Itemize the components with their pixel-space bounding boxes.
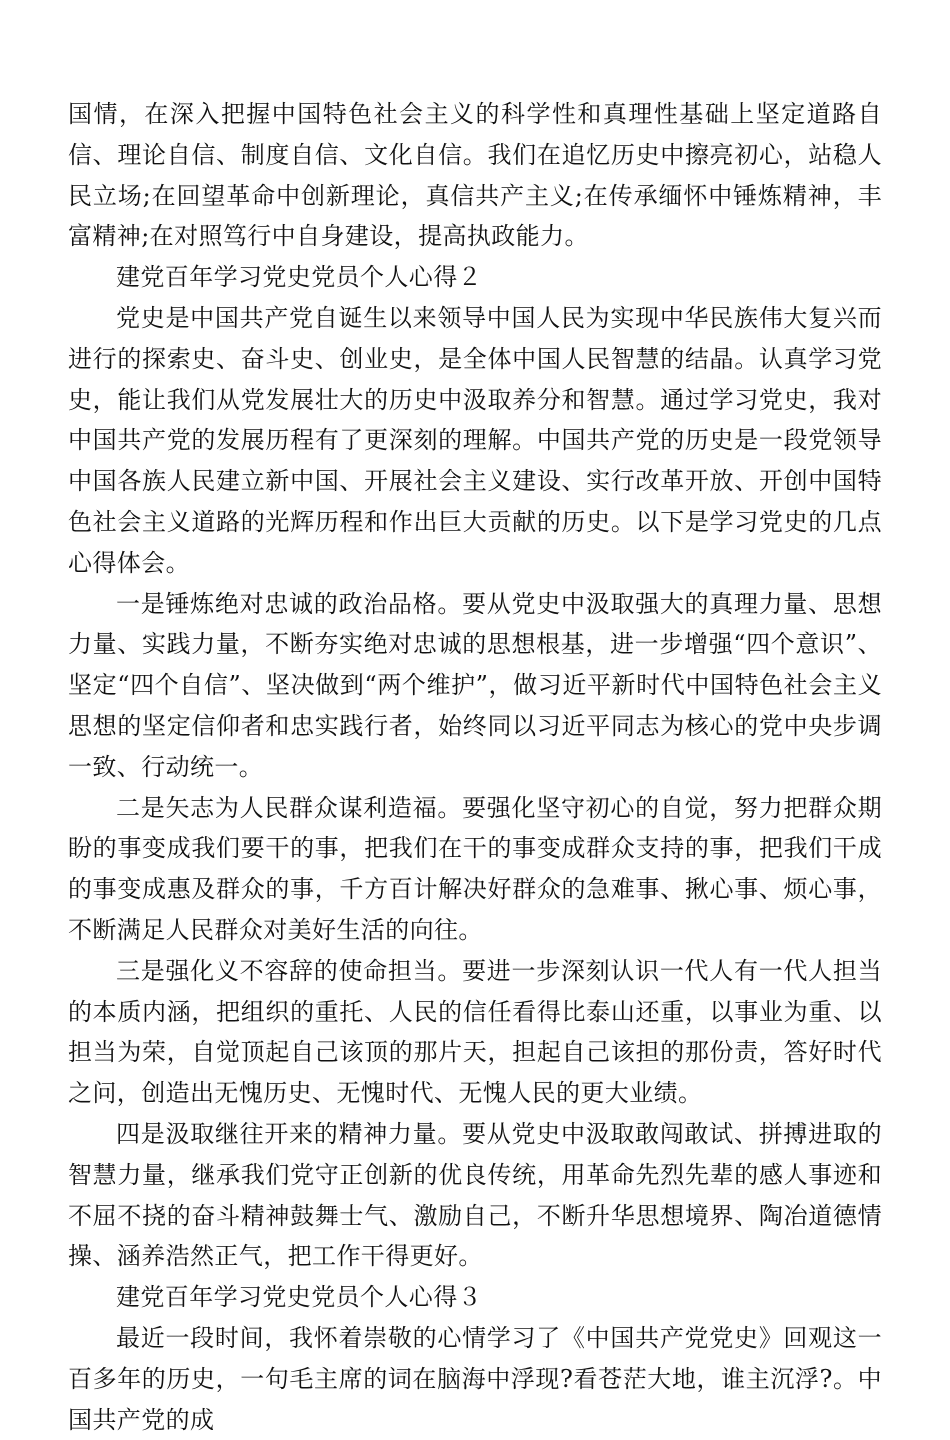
- section-heading-3: 建党百年学习党史党员个人心得３: [116, 1283, 482, 1312]
- paragraph-point-four: 四是汲取继往开来的精神力量。要从党史中汲取敢闯敢试、拼搏进取的智慧力量，继承我们党守正创新的优良传统，用革命先烈先辈的感人事迹和不屈不挠的奋斗精神鼓舞士气、激励自己，不断升华思想境界、陶冶道德情操、涵养浩然正气，把工作干得更好。: [68, 1119, 882, 1271]
- paragraph-point-three: 三是强化义不容辞的使命担当。要进一步深刻认识一代人有一代人担当的本质内涵，把组织的重托、人民的信任看得比泰山还重，以事业为重、以担当为荣，自觉顶起自己该顶的那片天，担起自己该担的那份责，答好时代之问，创造出无愧历史、无愧时代、无愧人民的更大业绩。: [68, 956, 882, 1108]
- paragraph-party-history-overview: 党史是中国共产党自诞生以来领导中国人民为实现中华民族伟大复兴而进行的探索史、奋斗史、创业史，是全体中国人民智慧的结晶。认真学习党史，能让我们从党发展壮大的历史中汲取养分和智慧。通过学习党史，我对中国共产党的发展历程有了更深刻的理解。中国共产党的历史是一段党领导中国各族人民建立新中国、开展社会主义建设、实行改革开放、开创中国特色社会主义道路的光辉历程和作出巨大贡献的历史。以下是学习党史的几点心得体会。: [68, 303, 882, 577]
- paragraph-point-one: 一是锤炼绝对忠诚的政治品格。要从党史中汲取强大的真理力量、思想力量、实践力量，不断夯实绝对忠诚的思想根基，进一步增强“四个意识”、坚定“四个自信”、坚决做到“两个维护”，做习近平新时代中国特色社会主义思想的坚定信仰者和忠实践行者，始终同以习近平同志为核心的党中央步调一致、行动统一。: [68, 589, 882, 781]
- paragraph-point-two: 二是矢志为人民群众谋利造福。要强化坚守初心的自觉，努力把群众期盼的事变成我们要干的事，把我们在干的事变成群众支持的事，把我们干成的事变成惠及群众的事，千方百计解决好群众的急难事、揪心事、烦心事，不断满足人民群众对美好生活的向往。: [68, 793, 882, 944]
- section-heading-2: 建党百年学习党史党员个人心得２: [116, 263, 482, 292]
- document-body: [68, 94, 882, 1440]
- paragraph-intro-continuation: 国情，在深入把握中国特色社会主义的科学性和真理性基础上坚定道路自信、理论自信、制度自信、文化自信。我们在追忆历史中擦亮初心，站稳人民立场;在回望革命中创新理论，真信共产主义;在传承缅怀中锤炼精神，丰富精神;在对照笃行中自身建设，提高执政能力。: [68, 100, 882, 251]
- paragraph-section-three-start: 最近一段时间，我怀着崇敬的心情学习了《中国共产党党史》回观这一百多年的历史，一句毛主席的词在脑海中浮现?看苍茫大地，谁主沉浮?。中国共产党的成: [68, 1323, 882, 1434]
